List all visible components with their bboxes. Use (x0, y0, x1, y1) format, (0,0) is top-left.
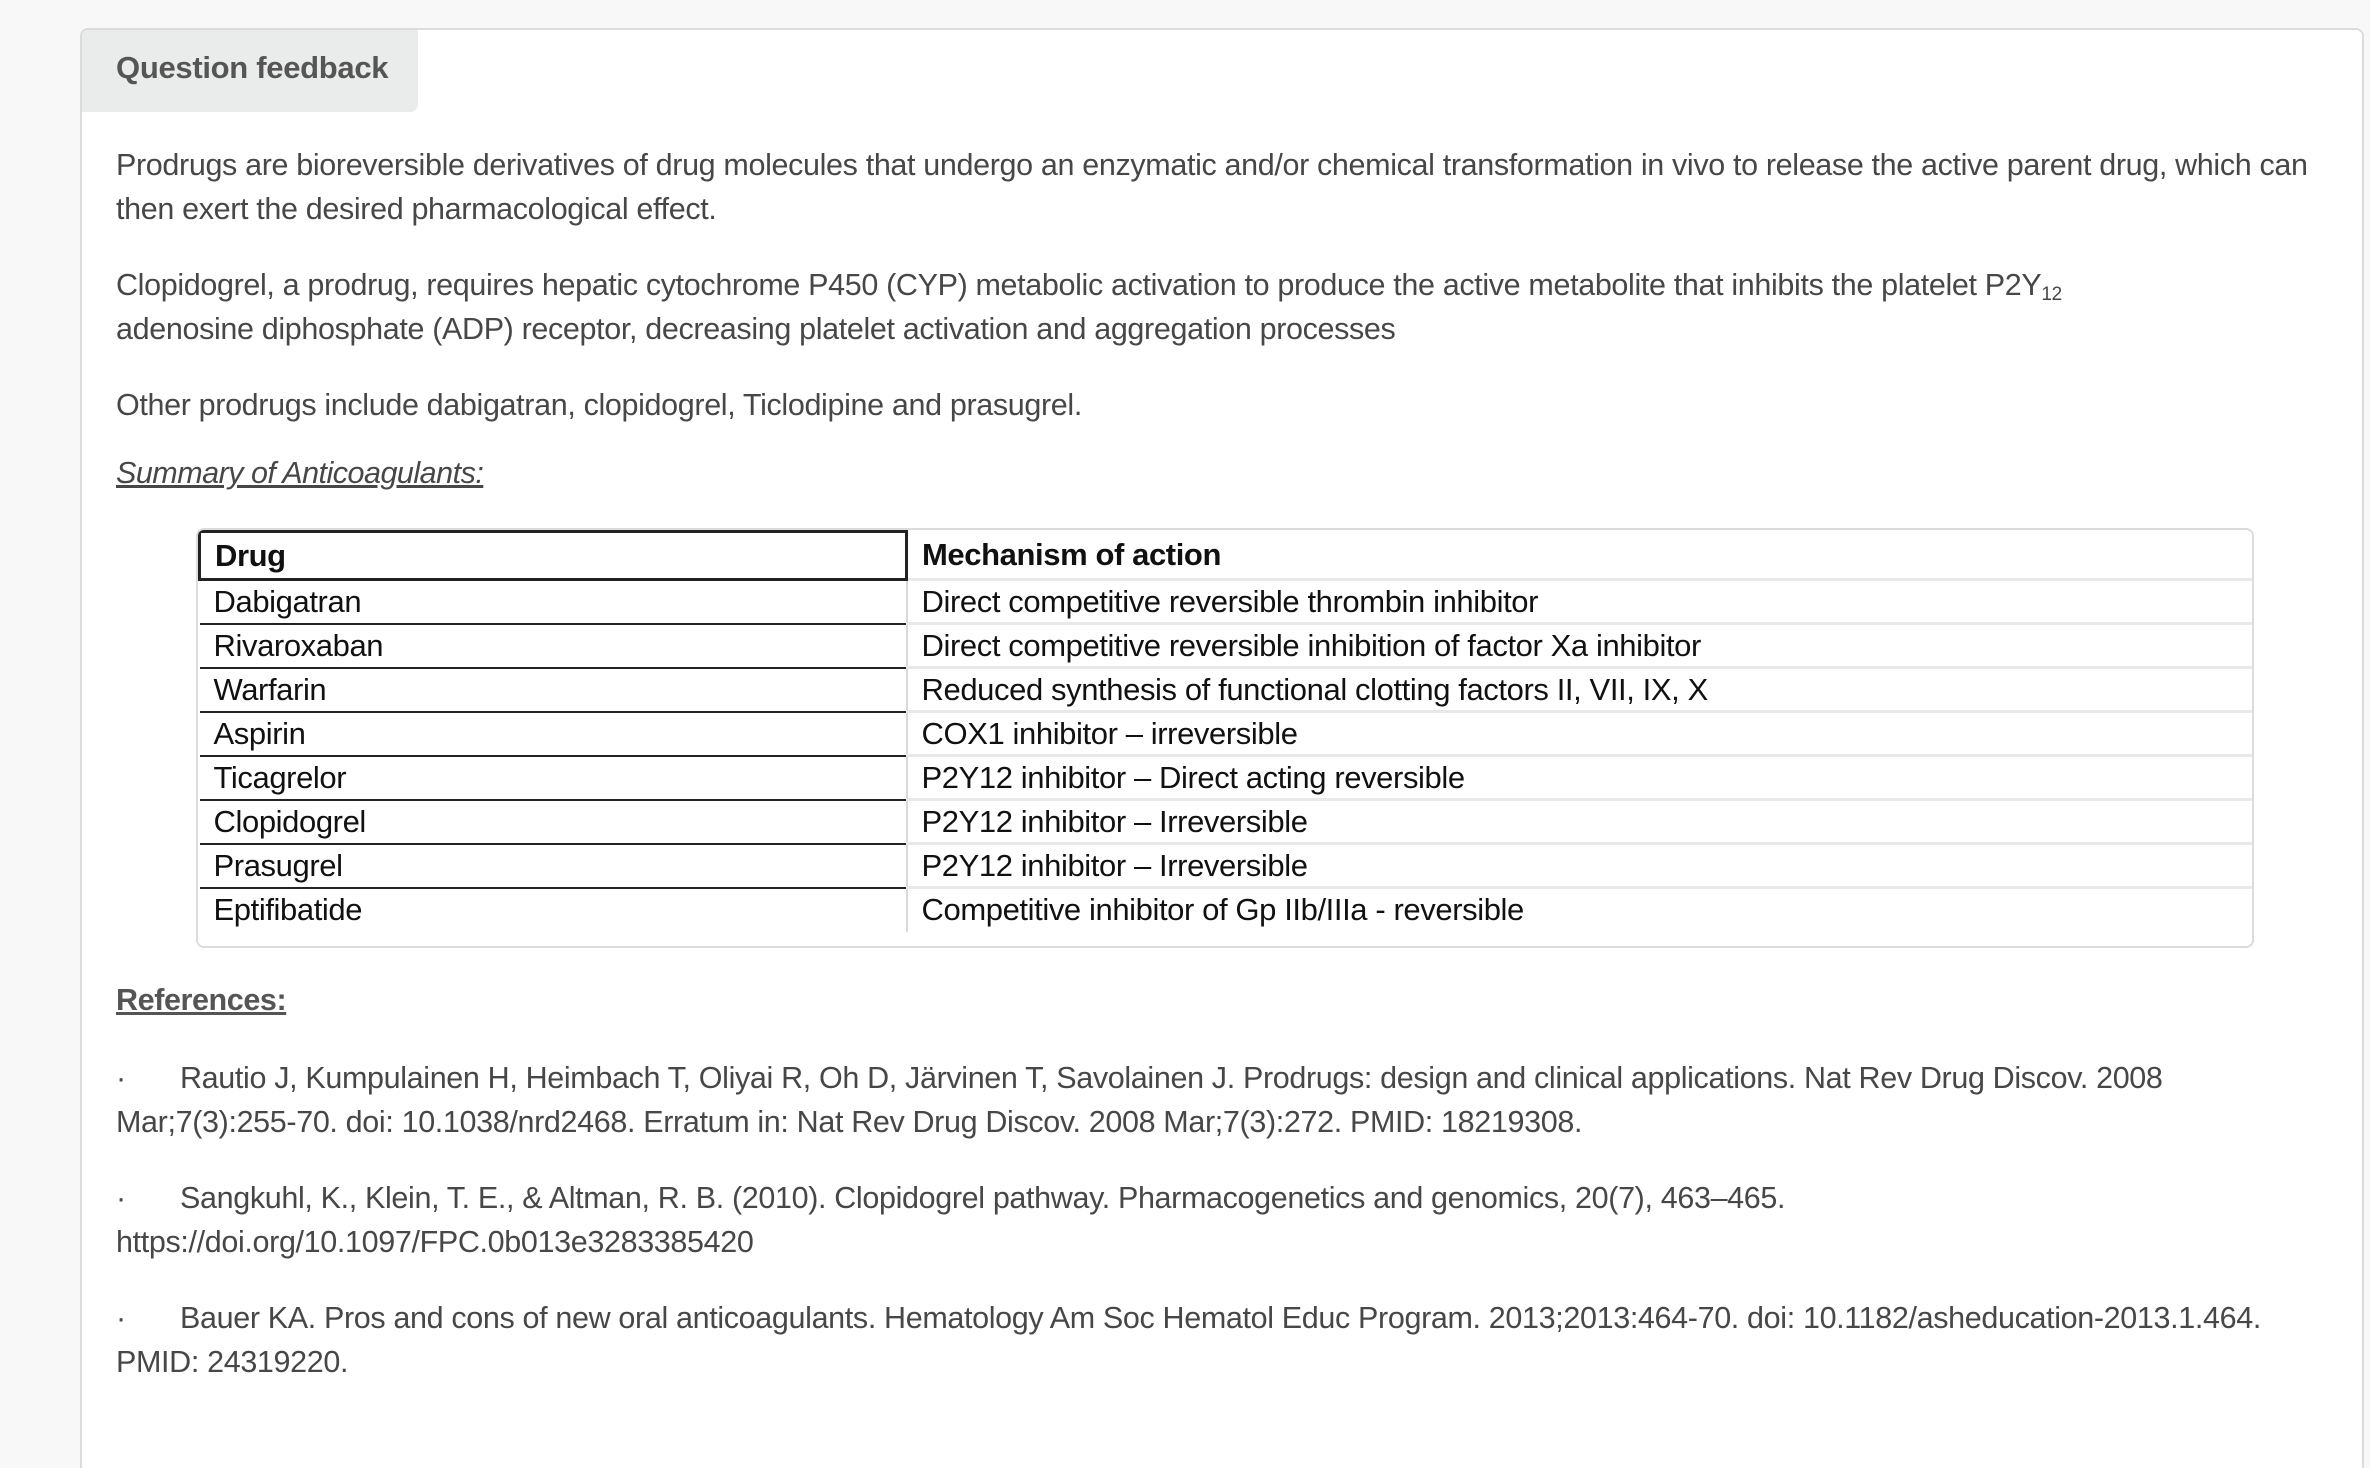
reference-text: Bauer KA. Pros and cons of new oral anticoagulants. Hematology Am Soc Hematol Educ Program. 2013;2013:464-70. doi: 10.1182/asheducation-2013.1.464. PMID: 24319220. (116, 1301, 2261, 1379)
mechanism-cell: P2Y12 inhibitor – Irreversible (907, 800, 2253, 844)
drug-cell: Clopidogrel (200, 800, 907, 844)
bullet-icon: · (116, 1181, 126, 1215)
mechanism-cell: Direct competitive reversible thrombin inhibitor (907, 580, 2253, 624)
prodrug-definition-paragraph: Prodrugs are bioreversible derivatives of drug molecules that undergo an enzymatic and/or chemical transformation in vivo to release the active parent drug, which can then exert the desired pharmacological effect. (116, 148, 2308, 226)
drug-cell: Prasugrel (200, 844, 907, 888)
table-row (200, 756, 2253, 800)
reference-text: Sangkuhl, K., Klein, T. E., & Altman, R. B. (2010). Clopidogrel pathway. Pharmacogenetics and genomics, 20(7), 463–465. https://doi.org/10.1097/FPC.0b013e3283385420 (116, 1181, 1786, 1259)
column-header-mechanism: Mechanism of action (907, 532, 2253, 580)
table-row (200, 624, 2253, 668)
receptor-subscript: 12 (2041, 284, 2062, 305)
drug-cell: Aspirin (200, 712, 907, 756)
summary-heading: Summary of Anticoagulants: (116, 456, 484, 490)
table-row (200, 668, 2253, 712)
table-row (200, 712, 2253, 756)
anticoagulants-table (196, 528, 2254, 948)
mechanism-cell: P2Y12 inhibitor – Irreversible (907, 844, 2253, 888)
references-heading: References: (116, 983, 287, 1017)
mechanism-cell: P2Y12 inhibitor – Direct acting reversible (907, 756, 2253, 800)
drug-cell: Rivaroxaban (200, 624, 907, 668)
clopidogrel-paragraph (116, 263, 2331, 351)
table-header-row (200, 532, 2253, 580)
reference-item (116, 1296, 2331, 1384)
column-header-drug: Drug (200, 532, 907, 580)
drug-cell: Ticagrelor (200, 756, 907, 800)
bullet-icon: · (116, 1061, 126, 1095)
other-prodrugs-paragraph: Other prodrugs include dabigatran, clopidogrel, Ticlodipine and prasugrel. (116, 388, 1082, 422)
mechanism-cell: COX1 inhibitor – irreversible (907, 712, 2253, 756)
drug-cell: Warfarin (200, 668, 907, 712)
table-row (200, 580, 2253, 624)
clopidogrel-text-b: adenosine diphosphate (ADP) receptor, decreasing platelet activation and aggregation processes (116, 312, 1396, 346)
mechanism-cell: Competitive inhibitor of Gp IIb/IIIa - reversible (921, 892, 1524, 928)
mechanism-cell: Reduced synthesis of functional clotting factors II, VII, IX, X (907, 668, 2253, 712)
table-row (200, 888, 2253, 932)
reference-item (116, 1176, 2331, 1264)
clopidogrel-text-a: Clopidogrel, a prodrug, requires hepatic cytochrome P450 (CYP) metabolic activation to produce the active metabolite that inhibits the platelet P2Y (116, 268, 2042, 302)
drug-cell: Dabigatran (200, 580, 907, 624)
reference-text: Rautio J, Kumpulainen H, Heimbach T, Oliyai R, Oh D, Järvinen T, Savolainen J. Prodrugs: design and clinical applications. Nat Rev Drug Discov. 2008 Mar;7(3):255-70. doi: 10.1038/nrd2468. Erratum in: Nat Rev Drug Discov. 2008 Mar;7(3):272. PMID: 18219308. (116, 1061, 2163, 1139)
question-feedback-panel (80, 28, 2364, 1468)
mechanism-cell: Direct competitive reversible inhibition of factor Xa inhibitor (907, 624, 2253, 668)
panel-header-tab (82, 30, 418, 112)
table-row (200, 844, 2253, 888)
bullet-icon: · (116, 1301, 126, 1335)
panel-title: Question feedback (116, 50, 389, 85)
table-row (200, 800, 2253, 844)
reference-item (116, 1056, 2331, 1144)
drug-cell: Eptifibatide (200, 888, 907, 932)
